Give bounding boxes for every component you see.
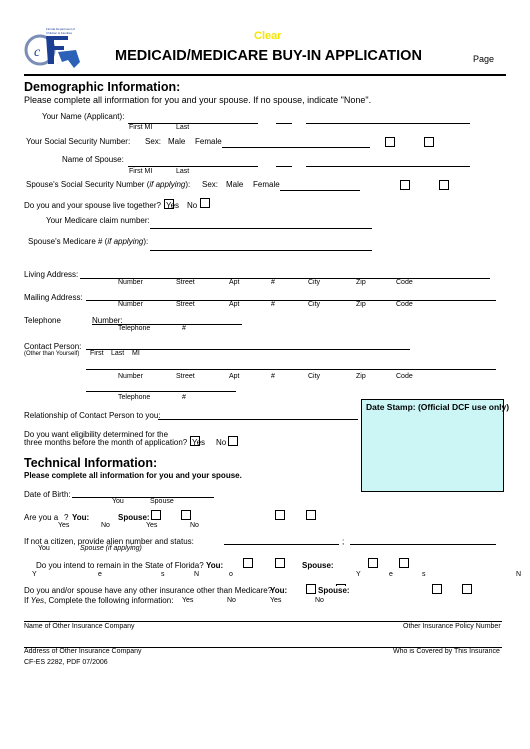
citizen-you-caption: You bbox=[38, 545, 50, 552]
phone-col-hash: # bbox=[182, 325, 186, 332]
eligibility-label-1: Do you want eligibility determined for the bbox=[24, 430, 169, 439]
are-you-label: Are you a bbox=[24, 513, 59, 522]
technical-heading: Technical Information: bbox=[24, 456, 158, 470]
spouse-first-field[interactable] bbox=[128, 166, 258, 167]
svg-text:c: c bbox=[34, 45, 41, 60]
address-col-number: Number bbox=[118, 279, 143, 286]
insurance-spouse-yes-caption: Yes bbox=[270, 597, 282, 604]
are-you-extra-checkbox-2[interactable] bbox=[306, 510, 316, 520]
first-mi-caption: First MI bbox=[129, 124, 153, 131]
address-col-hash: # bbox=[271, 279, 275, 286]
are-you-spouse-yes-checkbox[interactable] bbox=[151, 510, 161, 520]
are-you-you-no: No bbox=[101, 522, 110, 529]
mailing-col-apt: Apt bbox=[229, 301, 240, 308]
citizen-spouse-caption: Spouse (if applying) bbox=[80, 545, 142, 552]
header-rule bbox=[24, 74, 506, 76]
contact-address-field[interactable] bbox=[86, 369, 496, 370]
dob-you-caption: You bbox=[112, 498, 124, 505]
telephone-label: Telephone bbox=[24, 316, 61, 325]
female-checkbox[interactable] bbox=[424, 137, 434, 147]
remain-label: Do you intend to remain in the State of Florida? bbox=[36, 561, 204, 570]
male-checkbox[interactable] bbox=[385, 137, 395, 147]
address-col-code: Code bbox=[396, 279, 413, 286]
citizen-semicolon: ; bbox=[342, 537, 345, 546]
spread-y-2: Y bbox=[356, 571, 361, 578]
ssn-field[interactable] bbox=[222, 147, 370, 148]
technical-instructions: Please complete all information for you and your spouse. bbox=[24, 471, 242, 480]
remain-spouse-no-checkbox[interactable] bbox=[399, 558, 409, 568]
your-name-label: Your Name (Applicant): bbox=[42, 112, 125, 121]
citizen-spouse-field[interactable] bbox=[350, 544, 496, 545]
male-label: Male bbox=[168, 137, 186, 146]
contact-col-street: Street bbox=[176, 373, 195, 380]
are-you-spouse-no: No bbox=[190, 522, 199, 529]
address-col-apt: Apt bbox=[229, 279, 240, 286]
your-name-last-field[interactable] bbox=[306, 123, 470, 124]
spouse-medicare-label: Spouse's Medicare # (if applying): bbox=[28, 237, 149, 246]
mailing-col-hash: # bbox=[271, 301, 275, 308]
dob-label: Date of Birth: bbox=[24, 490, 71, 499]
sex-label-2: Sex: bbox=[202, 180, 219, 189]
other-insurance-company-caption: Name of Other Insurance Company bbox=[24, 623, 135, 630]
remain-spouse-yes-checkbox[interactable] bbox=[368, 558, 378, 568]
date-stamp-label: Date Stamp: (Official DCF use only) bbox=[366, 402, 510, 412]
spouse-mi-field[interactable] bbox=[276, 166, 292, 167]
live-together-label: Do you and your spouse live together? bbox=[24, 201, 161, 210]
spouse-last-field[interactable] bbox=[306, 166, 470, 167]
live-together-yes-label: Yes bbox=[166, 201, 180, 210]
last-caption: Last bbox=[176, 124, 190, 131]
spread-e-2: e bbox=[389, 571, 393, 578]
address-col-street: Street bbox=[176, 279, 195, 286]
spouse-female-checkbox[interactable] bbox=[439, 180, 449, 190]
spread-s-1: s bbox=[161, 571, 165, 578]
eligibility-yes-label: Yes bbox=[192, 438, 206, 447]
phone-col-telephone: Telephone bbox=[118, 325, 151, 332]
first-mi-caption-2: First MI bbox=[129, 168, 153, 175]
contact-sub: (Other than Yourself) bbox=[24, 351, 80, 357]
male-label-2: Male bbox=[226, 180, 244, 189]
are-you-qmark: ? bbox=[64, 513, 69, 522]
demographic-instructions: Please complete all information for you and your spouse. If no spouse, indicate "None". bbox=[24, 95, 372, 105]
living-address-label: Living Address: bbox=[24, 270, 79, 279]
are-you-spouse-label: Spouse: bbox=[118, 513, 150, 522]
are-you-you-yes: Yes bbox=[58, 522, 70, 529]
address-col-zip: Zip bbox=[356, 279, 366, 286]
insurance-spouse-yes-checkbox[interactable] bbox=[432, 584, 442, 594]
spread-s-2: s bbox=[422, 571, 426, 578]
spouse-male-checkbox[interactable] bbox=[400, 180, 410, 190]
remain-you-yes-checkbox[interactable] bbox=[243, 558, 253, 568]
citizen-you-field[interactable] bbox=[224, 544, 339, 545]
contact-col-zip: Zip bbox=[356, 373, 366, 380]
insurance-you-no-caption: No bbox=[227, 597, 236, 604]
contact-label: Contact Person: bbox=[24, 342, 82, 351]
form-title: MEDICAID/MEDICARE BUY-IN APPLICATION bbox=[115, 48, 422, 64]
live-together-no-checkbox[interactable] bbox=[200, 198, 210, 208]
mailing-col-street: Street bbox=[176, 301, 195, 308]
spread-n-2: N bbox=[516, 571, 522, 578]
logo-text: Florida Department of Children & Families bbox=[46, 27, 76, 35]
citizen-label: If not a citizen, provide alien number and status: bbox=[24, 537, 194, 546]
contact-col-last: Last bbox=[111, 350, 125, 357]
other-policy-number-caption: Other Insurance Policy Number bbox=[403, 623, 501, 630]
relationship-label: Relationship of Contact Person to you: bbox=[24, 411, 161, 420]
eligibility-no-checkbox[interactable] bbox=[228, 436, 238, 446]
insurance-you-yes-checkbox[interactable] bbox=[306, 584, 316, 594]
spread-n-1: N bbox=[194, 571, 200, 578]
mailing-address-field[interactable] bbox=[86, 300, 496, 301]
demographic-heading: Demographic Information: bbox=[24, 80, 181, 94]
are-you-extra-checkbox-1[interactable] bbox=[275, 510, 285, 520]
mailing-col-zip: Zip bbox=[356, 301, 366, 308]
spouse-name-label: Name of Spouse: bbox=[62, 155, 124, 164]
spread-y-1: Y bbox=[32, 571, 37, 578]
dob-you-field[interactable] bbox=[72, 497, 146, 498]
other-insurance-company-field[interactable] bbox=[24, 621, 502, 622]
mailing-col-city: City bbox=[308, 301, 321, 308]
number-label: Number: bbox=[92, 316, 123, 325]
dob-spouse-caption: Spouse bbox=[150, 498, 174, 505]
relationship-field[interactable] bbox=[158, 419, 358, 420]
your-name-mi-field[interactable] bbox=[276, 123, 292, 124]
live-together-no-label: No bbox=[187, 201, 198, 210]
female-label: Female bbox=[195, 137, 222, 146]
spouse-ssn-label: Spouse's Social Security Number (if applying): bbox=[26, 180, 191, 189]
insurance-label: Do you and/or spouse have any other insurance other than Medicare? bbox=[24, 586, 273, 595]
spread-o-1: o bbox=[229, 571, 233, 578]
last-caption-2: Last bbox=[176, 168, 190, 175]
contact-col-first: First bbox=[90, 350, 104, 357]
insurance-you-yes-caption: Yes bbox=[182, 597, 194, 604]
mailing-col-number: Number bbox=[118, 301, 143, 308]
telephone-field[interactable] bbox=[92, 324, 242, 325]
contact-col-city: City bbox=[308, 373, 321, 380]
insurance-spouse-no-caption: No bbox=[315, 597, 324, 604]
insurance-spouse-no-checkbox[interactable] bbox=[462, 584, 472, 594]
are-you-spouse-no-checkbox[interactable] bbox=[181, 510, 191, 520]
insurance-spouse-label: Spouse: bbox=[318, 586, 350, 595]
spread-e-1: e bbox=[98, 571, 102, 578]
form-id: CF-ES 2282, PDF 07/2006 bbox=[24, 659, 108, 666]
medicare-claim-label: Your Medicare claim number: bbox=[46, 216, 150, 225]
are-you-spouse-yes: Yes bbox=[146, 522, 158, 529]
eligibility-no-label: No bbox=[216, 438, 227, 447]
are-you-you-label: You: bbox=[72, 513, 90, 522]
mailing-address-label: Mailing Address: bbox=[24, 293, 83, 302]
covered-by-caption: Who is Covered by This Insurance bbox=[393, 648, 500, 655]
sex-label: Sex: bbox=[145, 137, 162, 146]
contact-col-code: Code bbox=[396, 373, 413, 380]
remain-spouse-label: Spouse: bbox=[302, 561, 334, 570]
medicare-claim-field[interactable] bbox=[150, 228, 372, 229]
contact-col-mi: MI bbox=[132, 350, 140, 357]
contact-col-apt: Apt bbox=[229, 373, 240, 380]
contact-col-hash: # bbox=[271, 373, 275, 380]
remain-you-label: You: bbox=[206, 561, 224, 570]
mailing-col-code: Code bbox=[396, 301, 413, 308]
address-col-city: City bbox=[308, 279, 321, 286]
contact-col-number: Number bbox=[118, 373, 143, 380]
eligibility-label-2: three months before the month of application? bbox=[24, 438, 188, 447]
contact-phone-field[interactable] bbox=[86, 391, 236, 392]
ssn-label: Your Social Security Number: bbox=[26, 137, 131, 146]
contact-phone-col-hash: # bbox=[182, 394, 186, 401]
clear-button[interactable]: Clear bbox=[254, 30, 282, 42]
contact-phone-col-telephone: Telephone bbox=[118, 394, 151, 401]
spouse-ssn-field[interactable] bbox=[280, 190, 360, 191]
spouse-medicare-field[interactable] bbox=[150, 250, 372, 251]
page-label: Page bbox=[473, 54, 495, 64]
address-other-company-caption: Address of Other Insurance Company bbox=[24, 648, 142, 655]
complete-label: If Yes, Complete the following information: bbox=[24, 596, 174, 605]
insurance-you-label: You: bbox=[270, 586, 288, 595]
date-stamp-box bbox=[361, 399, 510, 492]
remain-you-no-checkbox[interactable] bbox=[275, 558, 285, 568]
female-label-2: Female bbox=[253, 180, 280, 189]
